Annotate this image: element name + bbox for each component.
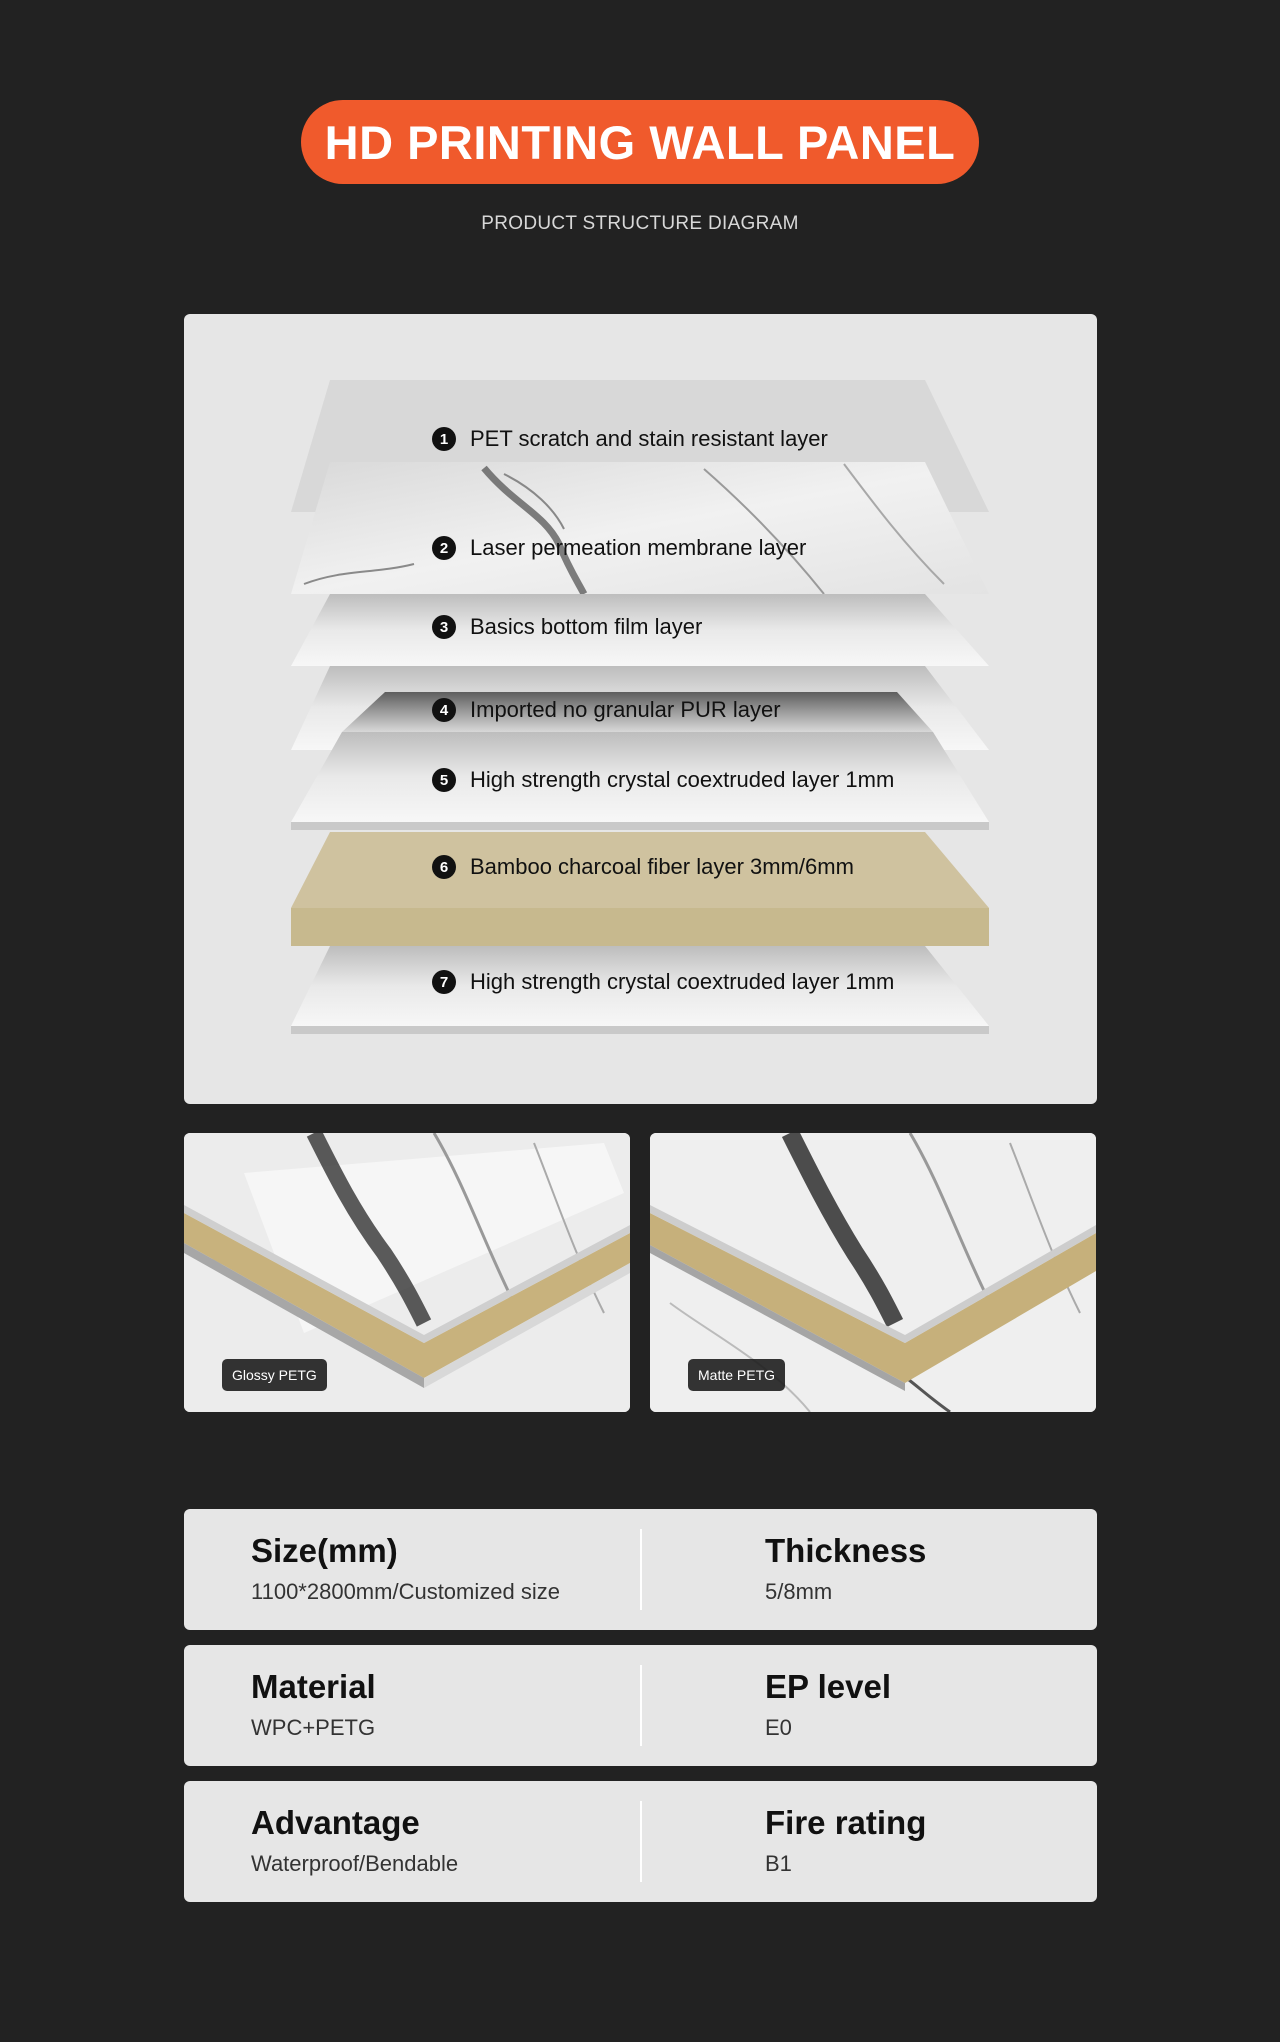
spec-label: Material: [251, 1668, 376, 1705]
layer-label-text: Laser permeation membrane layer: [470, 535, 807, 560]
layer-number-badge: 6: [432, 855, 456, 879]
spec-label: Thickness: [765, 1532, 927, 1569]
layer-label-1: [432, 424, 828, 454]
layer-number-badge: 7: [432, 970, 456, 994]
layer-label-text: PET scratch and stain resistant layer: [470, 426, 828, 451]
glossy-finish-photo: [184, 1133, 630, 1412]
spec-cell-thickness: [765, 1531, 926, 1605]
spec-cell-material: [251, 1667, 376, 1741]
layer-label-6: [432, 852, 854, 882]
matte-finish-photo: [650, 1133, 1096, 1412]
spec-divider: [640, 1665, 642, 1746]
spec-value: WPC+PETG: [251, 1715, 376, 1740]
spec-divider: [640, 1801, 642, 1882]
spec-value: 1100*2800mm/Customized size: [251, 1579, 560, 1604]
spec-cell-size: [251, 1531, 560, 1605]
spec-label: Size(mm): [251, 1532, 398, 1569]
layer-number-badge: 1: [432, 427, 456, 451]
spec-cell-advantage: [251, 1803, 458, 1877]
layer-label-7: [432, 967, 894, 997]
spec-cell-ep-level: [765, 1667, 891, 1741]
spec-row-2: [184, 1645, 1097, 1766]
spec-label: EP level: [765, 1668, 891, 1705]
structure-diagram: [184, 314, 1097, 1104]
spec-divider: [640, 1529, 642, 1610]
layer-5-edge: [291, 822, 989, 830]
layer-number-badge: 4: [432, 698, 456, 722]
layer-7-edge: [291, 1026, 989, 1034]
layer-label-4: [432, 695, 781, 725]
layer-label-text: Bamboo charcoal fiber layer 3mm/6mm: [470, 854, 854, 879]
layer-2-shape: [291, 462, 989, 594]
layer-label-text: High strength crystal coextruded layer 1mm: [470, 969, 895, 994]
spec-value: E0: [765, 1715, 792, 1740]
layer-number-badge: 5: [432, 768, 456, 792]
spec-value: 5/8mm: [765, 1579, 833, 1604]
layer-label-text: Basics bottom film layer: [470, 614, 703, 639]
spec-value: Waterproof/Bendable: [251, 1851, 459, 1876]
spec-row-1: [184, 1509, 1097, 1630]
finish-tag-matte: Matte PETG: [688, 1359, 785, 1391]
page-title: HD PRINTING WALL PANEL: [301, 100, 979, 184]
layer-number-badge: 3: [432, 615, 456, 639]
layer-label-5: [432, 765, 894, 795]
layer-label-text: Imported no granular PUR layer: [470, 697, 781, 722]
finish-tag-glossy: Glossy PETG: [222, 1359, 327, 1391]
spec-row-3: [184, 1781, 1097, 1902]
page-subtitle: PRODUCT STRUCTURE DIAGRAM: [481, 213, 799, 234]
layer-number-badge: 2: [432, 536, 456, 560]
spec-cell-fire-rating: [765, 1803, 926, 1877]
spec-label: Fire rating: [765, 1804, 927, 1841]
spec-value: B1: [765, 1851, 792, 1876]
spec-label: Advantage: [251, 1804, 420, 1841]
layer-label-text: High strength crystal coextruded layer 1mm: [470, 767, 895, 792]
layer-6-edge: [291, 908, 989, 946]
layer-label-3: [432, 612, 702, 642]
layer-label-2: [432, 533, 806, 563]
